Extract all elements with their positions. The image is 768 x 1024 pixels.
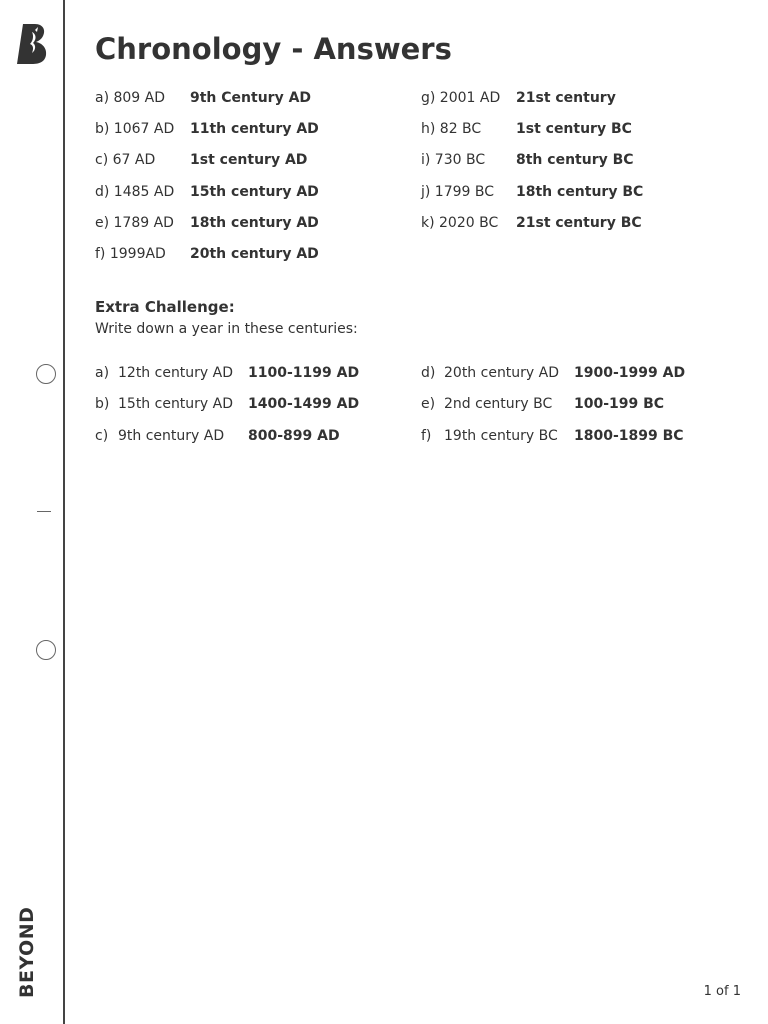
- item-letter: b): [95, 396, 110, 412]
- question-text: d) 1485 AD: [95, 184, 175, 200]
- margin-line: [63, 0, 65, 1024]
- answer-text: 11th century AD: [190, 121, 319, 137]
- question-text: i) 730 BC: [421, 152, 486, 168]
- answer-text: 21st century BC: [516, 215, 642, 231]
- question-text: 12th century AD: [118, 365, 234, 381]
- answer-text: 1st century BC: [516, 121, 632, 137]
- section-heading: Extra Challenge:: [95, 298, 235, 316]
- page-title: Chronology - Answers: [95, 32, 452, 66]
- question-text: c) 67 AD: [95, 152, 156, 168]
- question-text: e) 1789 AD: [95, 215, 174, 231]
- question-text: f) 1999AD: [95, 246, 166, 262]
- question-text: j) 1799 BC: [421, 184, 495, 200]
- punch-hole-top: [36, 364, 56, 384]
- fold-mark: [37, 511, 51, 512]
- brand-vertical-text: BEYOND: [16, 906, 38, 998]
- question-text: 2nd century BC: [444, 396, 553, 412]
- item-letter: e): [421, 396, 436, 412]
- answer-text: 9th Century AD: [190, 90, 312, 106]
- item-letter: c): [95, 428, 109, 444]
- item-letter: f): [421, 428, 432, 444]
- answer-text: 1100-1199 AD: [248, 365, 360, 381]
- answer-text: 1400-1499 AD: [248, 396, 360, 412]
- question-text: 19th century BC: [444, 428, 558, 444]
- question-text: b) 1067 AD: [95, 121, 175, 137]
- punch-hole-bottom: [36, 640, 56, 660]
- answer-text: 1st century AD: [190, 152, 308, 168]
- section-instructions: Write down a year in these centuries:: [95, 321, 358, 337]
- answer-text: 18th century AD: [190, 215, 319, 231]
- question-text: g) 2001 AD: [421, 90, 501, 106]
- answer-text: 100-199 BC: [574, 396, 665, 412]
- item-letter: a): [95, 365, 110, 381]
- question-text: 20th century AD: [444, 365, 560, 381]
- item-letter: d): [421, 365, 436, 381]
- answer-text: 20th century AD: [190, 246, 319, 262]
- answer-text: 1900-1999 AD: [574, 365, 686, 381]
- question-text: 9th century AD: [118, 428, 225, 444]
- answer-text: 18th century BC: [516, 184, 644, 200]
- answer-text: 8th century BC: [516, 152, 634, 168]
- beyond-b-logo-icon: [15, 22, 51, 66]
- answer-text: 21st century: [516, 90, 616, 106]
- question-text: 15th century AD: [118, 396, 234, 412]
- answer-text: 1800-1899 BC: [574, 428, 684, 444]
- question-text: k) 2020 BC: [421, 215, 499, 231]
- answer-text: 800-899 AD: [248, 428, 340, 444]
- page-number: 1 of 1: [703, 984, 741, 999]
- question-text: h) 82 BC: [421, 121, 482, 137]
- question-text: a) 809 AD: [95, 90, 166, 106]
- answer-text: 15th century AD: [190, 184, 319, 200]
